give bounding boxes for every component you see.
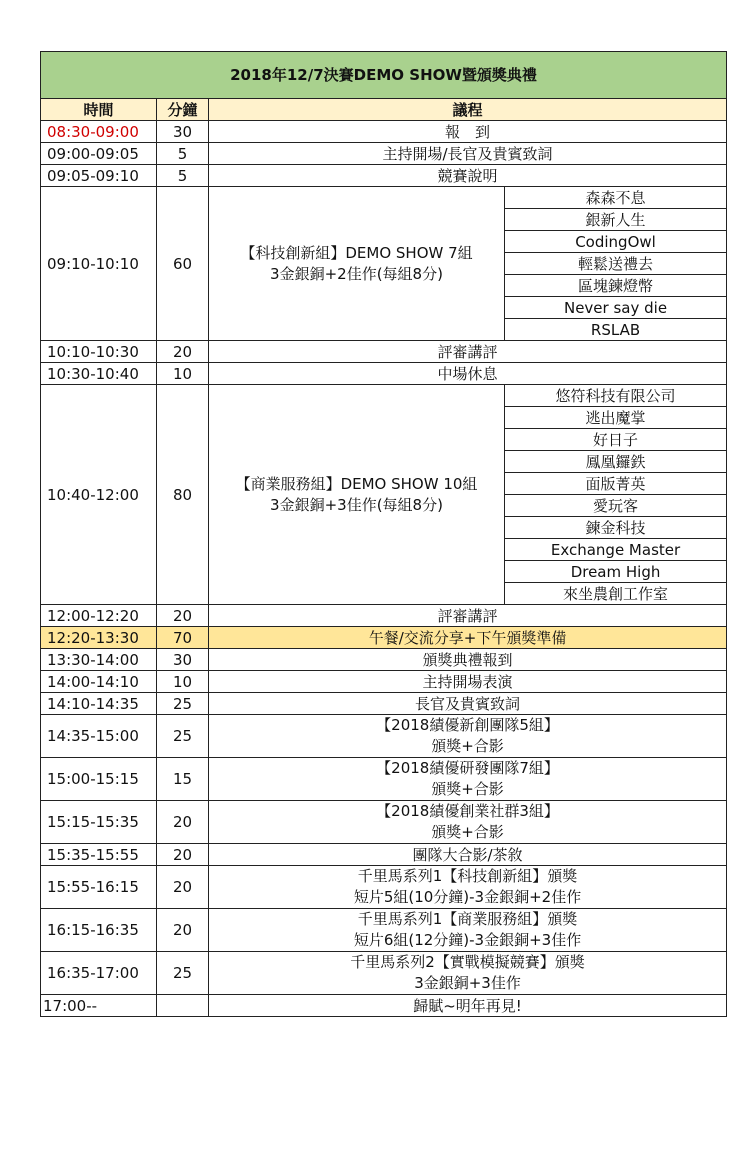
minutes-cell: 25 — [157, 715, 209, 758]
team-name: 區塊鍊燈幣 — [505, 275, 727, 297]
agenda-cell — [209, 187, 505, 341]
agenda-line1: 【2018績優研發團隊7組】 — [376, 759, 559, 777]
team-name: 輕鬆送禮去 — [505, 253, 727, 275]
table-row — [41, 341, 727, 363]
time-cell: 10:30-10:40 — [41, 363, 157, 385]
time-cell: 12:20-13:30 — [41, 627, 157, 649]
time-cell: 17:00-- — [41, 995, 157, 1017]
agenda-cell: 午餐/交流分享+下午頒獎準備 — [209, 627, 727, 649]
agenda-line1: 【2018績優創業社群3組】 — [376, 802, 559, 820]
team-name: 愛玩客 — [505, 495, 727, 517]
agenda-cell: 主持開場/長官及貴賓致詞 — [209, 143, 727, 165]
minutes-cell: 60 — [157, 187, 209, 341]
table-row — [41, 671, 727, 693]
agenda-cell — [209, 801, 727, 844]
agenda-line2: 3金銀銅+3佳作 — [414, 974, 521, 992]
time-cell: 16:15-16:35 — [41, 909, 157, 952]
team-name: 好日子 — [505, 429, 727, 451]
table-row-highlight — [41, 627, 727, 649]
table-row — [41, 715, 727, 758]
biz-block-line1: 【商業服務組】DEMO SHOW 10組 — [235, 474, 478, 493]
time-cell: 15:35-15:55 — [41, 844, 157, 866]
agenda-cell: 歸賦~明年再見! — [209, 995, 727, 1017]
agenda-cell: 長官及貴賓致詞 — [209, 693, 727, 715]
agenda-line2: 頒獎+合影 — [431, 737, 504, 755]
agenda-line2: 短片5組(10分鐘)-3金銀銅+2佳作 — [353, 888, 582, 906]
time-cell: 15:15-15:35 — [41, 801, 157, 844]
minutes-cell: 30 — [157, 649, 209, 671]
time-cell: 12:00-12:20 — [41, 605, 157, 627]
team-name: 悠符科技有限公司 — [505, 385, 727, 407]
agenda-cell — [209, 909, 727, 952]
minutes-cell: 20 — [157, 605, 209, 627]
biz-block-line2: 3金銀銅+3佳作(每組8分) — [270, 495, 443, 514]
agenda-cell: 頒獎典禮報到 — [209, 649, 727, 671]
minutes-cell: 70 — [157, 627, 209, 649]
table-row — [41, 995, 727, 1017]
minutes-cell: 30 — [157, 121, 209, 143]
time-cell: 10:40-12:00 — [41, 385, 157, 605]
table-row — [41, 909, 727, 952]
table-row — [41, 649, 727, 671]
minutes-cell: 20 — [157, 866, 209, 909]
agenda-cell — [209, 952, 727, 995]
agenda-line2: 頒獎+合影 — [431, 823, 504, 841]
agenda-line1: 千里馬系列1【科技創新組】頒獎 — [357, 867, 578, 885]
time-cell: 14:35-15:00 — [41, 715, 157, 758]
table-row — [41, 693, 727, 715]
table-row — [41, 605, 727, 627]
time-cell: 09:05-09:10 — [41, 165, 157, 187]
team-name: 來坐農創工作室 — [505, 583, 727, 605]
agenda-cell — [209, 385, 505, 605]
table-row — [41, 165, 727, 187]
minutes-cell: 20 — [157, 801, 209, 844]
agenda-line1: 千里馬系列1【商業服務組】頒獎 — [357, 910, 578, 928]
minutes-cell: 20 — [157, 844, 209, 866]
agenda-cell: 評審講評 — [209, 341, 727, 363]
time-cell: 14:10-14:35 — [41, 693, 157, 715]
table-row — [41, 121, 727, 143]
header-time: 時間 — [41, 99, 157, 121]
table-row — [41, 758, 727, 801]
agenda-cell — [209, 866, 727, 909]
team-name: 逃出魔掌 — [505, 407, 727, 429]
agenda-line1: 千里馬系列2【實戰模擬競賽】頒獎 — [350, 953, 585, 971]
time-cell: 15:55-16:15 — [41, 866, 157, 909]
minutes-cell: 20 — [157, 909, 209, 952]
agenda-line2: 頒獎+合影 — [431, 780, 504, 798]
header-minutes: 分鐘 — [157, 99, 209, 121]
agenda-line1: 【2018績優新創團隊5組】 — [376, 716, 559, 734]
agenda-line2: 短片6組(12分鐘)-3金銀銅+3佳作 — [353, 931, 582, 949]
table-title: 2018年12/7決賽DEMO SHOW暨頒獎典禮 — [41, 52, 727, 99]
time-cell: 09:00-09:05 — [41, 143, 157, 165]
agenda-cell: 競賽說明 — [209, 165, 727, 187]
team-name: 森森不息 — [505, 187, 727, 209]
minutes-cell: 25 — [157, 952, 209, 995]
time-cell: 08:30-09:00 — [41, 121, 157, 143]
agenda-table — [40, 51, 727, 1017]
minutes-cell: 5 — [157, 165, 209, 187]
team-name: Dream High — [505, 561, 727, 583]
table-row — [41, 844, 727, 866]
tech-block-line2: 3金銀銅+2佳作(每組8分) — [270, 264, 443, 283]
agenda-cell: 團隊大合影/茶敘 — [209, 844, 727, 866]
agenda-cell — [209, 715, 727, 758]
agenda-cell: 主持開場表演 — [209, 671, 727, 693]
team-name: Exchange Master — [505, 539, 727, 561]
table-row — [41, 801, 727, 844]
team-name: CodingOwl — [505, 231, 727, 253]
team-name: 鍊金科技 — [505, 517, 727, 539]
agenda-cell — [209, 758, 727, 801]
minutes-cell — [157, 995, 209, 1017]
time-cell: 10:10-10:30 — [41, 341, 157, 363]
header-agenda: 議程 — [209, 99, 727, 121]
minutes-cell: 25 — [157, 693, 209, 715]
minutes-cell: 20 — [157, 341, 209, 363]
time-cell: 16:35-17:00 — [41, 952, 157, 995]
agenda-cell: 中場休息 — [209, 363, 727, 385]
minutes-cell: 15 — [157, 758, 209, 801]
agenda-cell: 報 到 — [209, 121, 727, 143]
agenda-cell: 評審講評 — [209, 605, 727, 627]
table-row — [41, 952, 727, 995]
team-name: 鳳凰鑼鉄 — [505, 451, 727, 473]
minutes-cell: 10 — [157, 363, 209, 385]
time-cell: 15:00-15:15 — [41, 758, 157, 801]
minutes-cell: 10 — [157, 671, 209, 693]
team-name: 面版菁英 — [505, 473, 727, 495]
tech-block-line1: 【科技創新組】DEMO SHOW 7組 — [240, 243, 473, 262]
time-cell: 13:30-14:00 — [41, 649, 157, 671]
minutes-cell: 80 — [157, 385, 209, 605]
table-row — [41, 385, 727, 407]
time-cell: 09:10-10:10 — [41, 187, 157, 341]
table-row — [41, 363, 727, 385]
team-name: RSLAB — [505, 319, 727, 341]
table-row — [41, 187, 727, 209]
team-name: Never say die — [505, 297, 727, 319]
table-row — [41, 866, 727, 909]
time-cell: 14:00-14:10 — [41, 671, 157, 693]
minutes-cell: 5 — [157, 143, 209, 165]
team-name: 銀新人生 — [505, 209, 727, 231]
table-row — [41, 143, 727, 165]
